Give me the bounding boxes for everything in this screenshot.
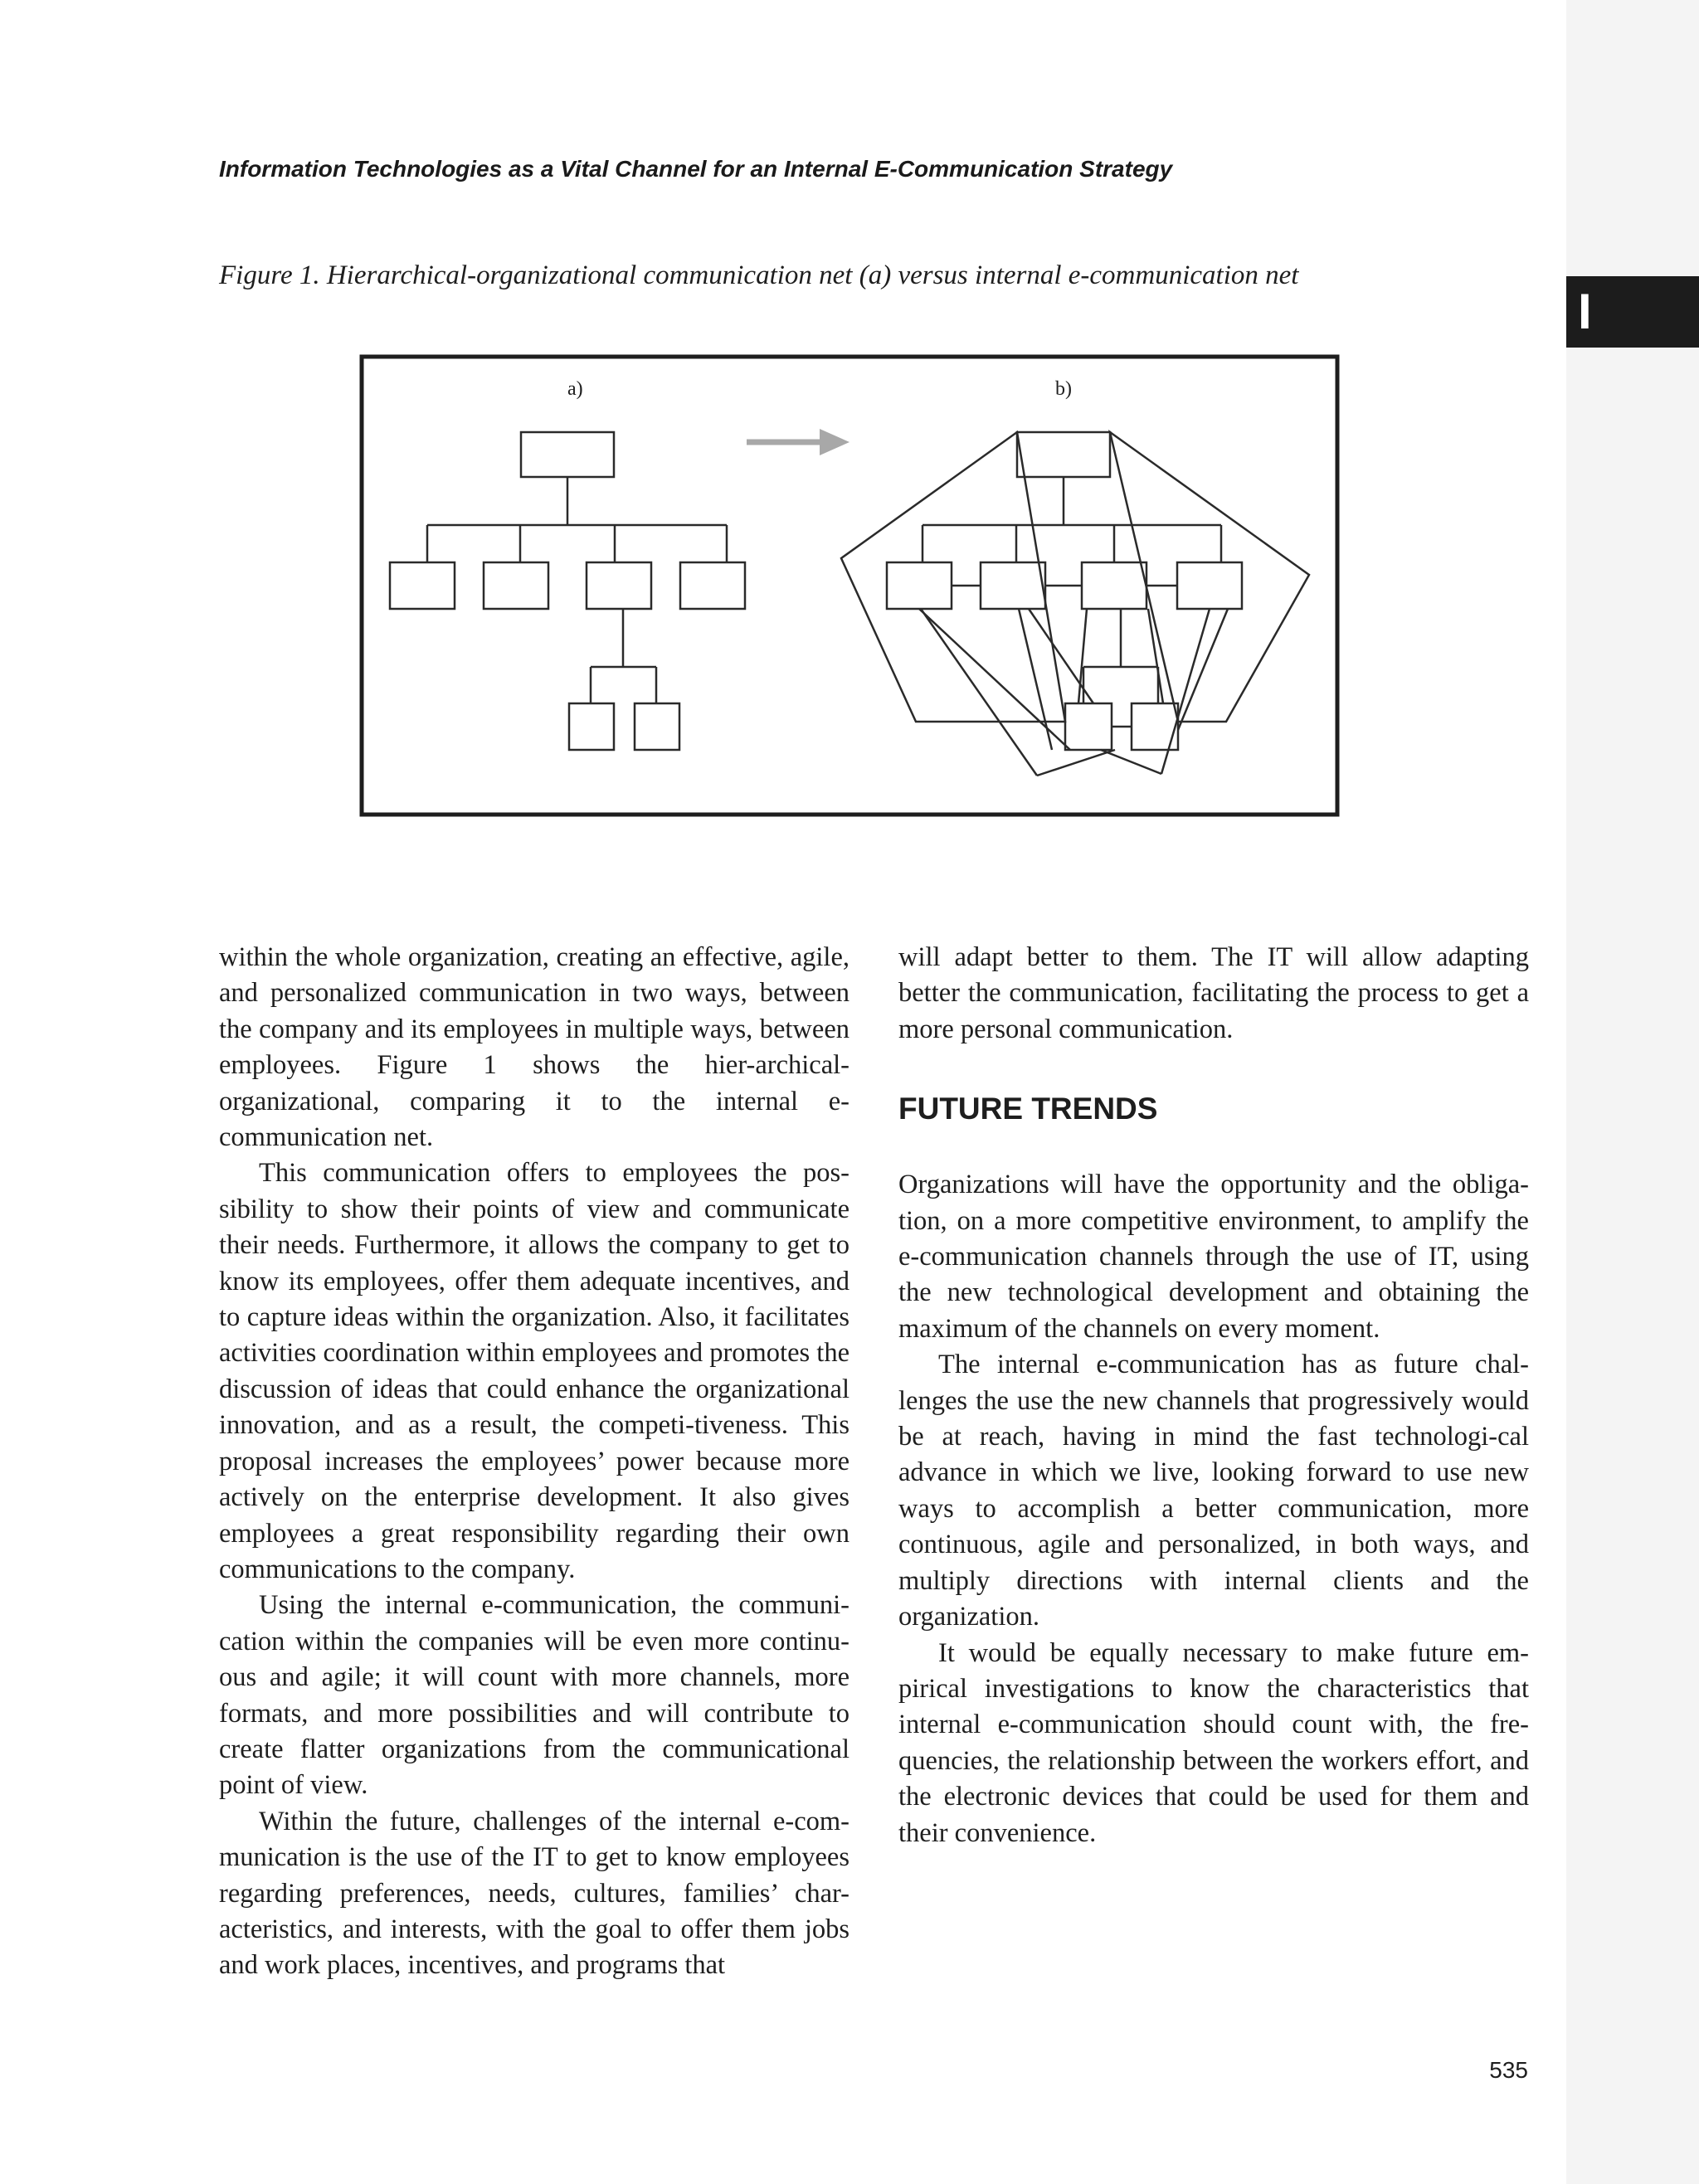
figure-1-diagram <box>0 0 1699 912</box>
body-paragraph: Using the internal e-communication, the communi-cation within the companies will be even more continu-ous and agile; it will count with more channels, more formats, and more possibilities and will contribute to create flatter organizations from the communicational point of view. <box>219 1590 850 1801</box>
section-thumb-tab: I <box>1566 276 1699 348</box>
org-box-level3 <box>635 703 679 750</box>
running-head: Information Technologies as a Vital Channel for an Internal E-Communication Strategy <box>219 156 1173 182</box>
page-number: 535 <box>1489 2057 1528 2083</box>
left-text-column <box>219 940 850 1984</box>
net-box-level2 <box>981 562 1045 609</box>
section-heading-future-trends: FUTURE TRENDS <box>898 1092 1158 1126</box>
net-box-level2 <box>887 562 952 609</box>
body-paragraph: Organizations will have the opportunity and the obliga-tion, on a more competitive environment, to amplify the e-communication channels through the use of IT, using the new technological development and obtaining the maximum of the channels on every moment. <box>898 1170 1529 1344</box>
figure-label-a: a) <box>567 378 583 400</box>
org-box-level3 <box>569 703 614 750</box>
net-box-level2 <box>1177 562 1242 609</box>
body-paragraph: This communication offers to employees the pos-sibility to show their points of view and communicate their needs. Furthermore, it allows the company to get to know its employees, offer them adequate incentives, and to capture ideas within the organization. Also, it facilitates activities coordination within employees and promotes the discussion of ideas that could enhance the organizational innovation, and as a result, the competi-tiveness. This proposal increases the employees’ power because more actively on the enterprise development. It also gives employees a great responsibility regarding their own communications to the company. <box>219 1158 850 1584</box>
org-box-top <box>521 432 614 477</box>
org-box-level2 <box>390 562 455 609</box>
hierarchical-net-a <box>390 432 745 750</box>
transition-arrow-icon <box>747 429 850 455</box>
org-box-level2 <box>587 562 651 609</box>
figure-caption: Figure 1. Hierarchical-organizational communication net (a) versus internal e-communication net <box>219 260 1299 290</box>
net-box-level2 <box>1082 562 1146 609</box>
net-box-top <box>1017 432 1110 477</box>
body-paragraph: within the whole organization, creating an effective, agile, and personalized communication in two ways, between the company and its employees in multiple ways, between employees. Figure 1 shows the hier-archical-organizational, comparing it to the internal e-communication net. <box>219 942 850 1153</box>
e-communication-net-b <box>841 432 1309 776</box>
org-box-level2 <box>680 562 745 609</box>
right-text-column <box>898 940 1529 1851</box>
net-box-level3 <box>1065 703 1112 750</box>
net-outer-link <box>841 432 1065 722</box>
body-paragraph: Within the future, challenges of the internal e-com-munication is the use of the IT to get to know employees regarding preferences, needs, cultures, families’ char-acteristics, and interests, with the goal to offer them jobs and work places, incentives, and programs that <box>219 1806 850 1981</box>
body-paragraph: The internal e-communication has as future chal-lenges the use the new channels that progressively would be at reach, having in mind the fast technologi-cal advance in which we live, looking forward to use new ways to accomplish a better communication, more continuous, agile and personalized, in both ways, and multiply directions with internal clients and the organization. <box>898 1350 1529 1632</box>
org-box-level2 <box>484 562 548 609</box>
figure-label-b: b) <box>1055 378 1072 400</box>
body-paragraph: will adapt better to them. The IT will allow adapting better the communication, facilitating the process to get a more personal communication. <box>898 942 1529 1044</box>
figure-frame <box>362 357 1337 815</box>
body-paragraph: It would be equally necessary to make future em-pirical investigations to know the characteristics that internal e-communication should count with, the fre-quencies, the relationship between the workers effort, and the electronic devices that could be used for them and their convenience. <box>898 1637 1529 1848</box>
net-outer-link <box>1110 432 1309 722</box>
